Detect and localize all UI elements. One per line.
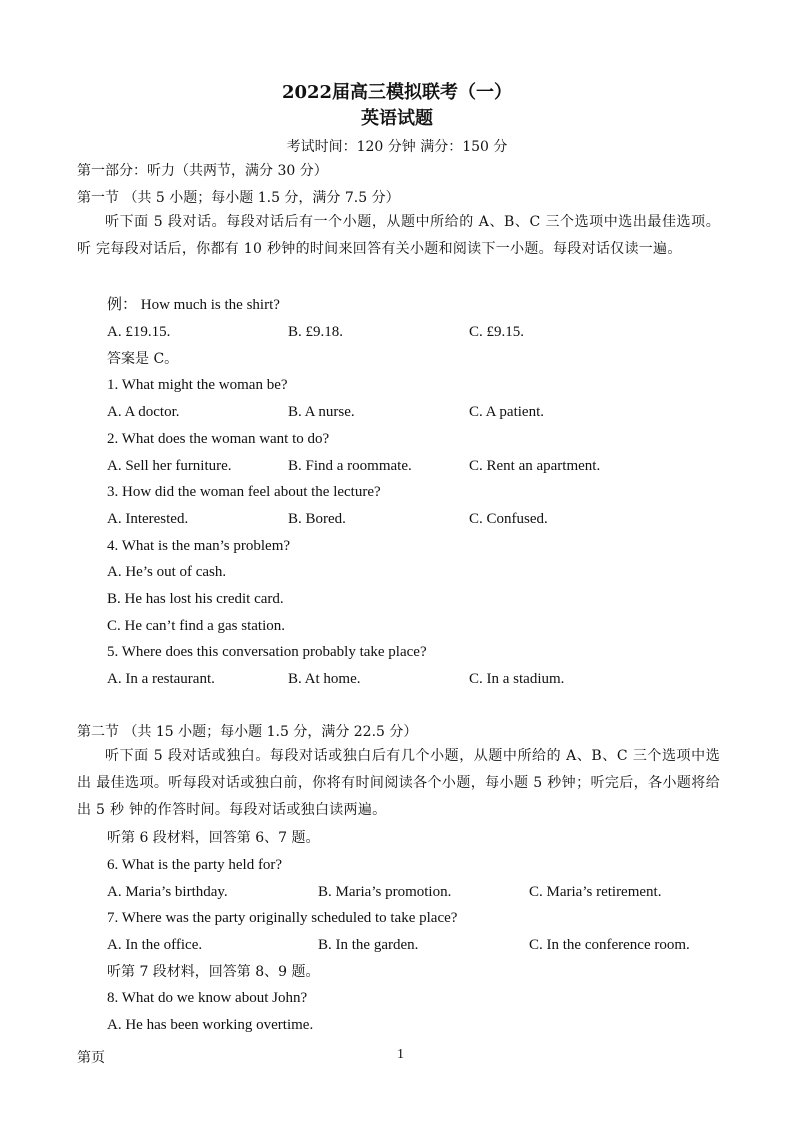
- question-4-option-b: B. He has lost his credit card.: [107, 591, 284, 607]
- option-a: A. Sell her furniture.: [107, 458, 232, 474]
- option-c: C. Rent an apartment.: [469, 458, 601, 474]
- option-b: B. Maria’s promotion.: [318, 884, 452, 900]
- question-4-option-a: A. He’s out of cash.: [107, 564, 227, 580]
- section2-instructions: 听下面 5 段对话或独白。每段对话或独白后有几个小题，从题中所给的 A、B、C 三个选项中选出 最佳选项。听每段对话或独白前，你将有时间阅读各个小题，每小题 5 秒钟；听完后，各小题将给出 5 秒 钟的作答时间。每段对话或独白读两遍。: [77, 748, 720, 818]
- question-7: 7. Where was the party originally scheduled to take place?: [107, 910, 458, 926]
- footer-page-label: 第页: [77, 1050, 105, 1066]
- option-c: C. In a stadium.: [469, 671, 565, 687]
- material-7-note: 听第 7 段材料，回答第 8、9 题。: [107, 964, 320, 980]
- question-8: 8. What do we know about John?: [107, 990, 308, 1006]
- section1-heading: 第一节 （共 5 小题；每小题 1.5 分，满分 7.5 分）: [77, 190, 400, 206]
- question-5: 5. Where does this conversation probably take place?: [107, 644, 427, 660]
- example-answer: 答案是 C。: [107, 351, 179, 367]
- section2-heading: 第二节 （共 15 小题；每小题 1.5 分，满分 22.5 分）: [77, 724, 418, 740]
- option-a: A. A doctor.: [107, 404, 180, 420]
- option-b: B. At home.: [288, 671, 361, 687]
- question-4: 4. What is the man’s problem?: [107, 538, 291, 554]
- question-4-option-c: C. He can’t find a gas station.: [107, 618, 286, 634]
- question-8-option-a: A. He has been working overtime.: [107, 1017, 314, 1033]
- option-b: B. Find a roommate.: [288, 458, 412, 474]
- option-a: A. Maria’s birthday.: [107, 884, 228, 900]
- option-c: C. A patient.: [469, 404, 544, 420]
- example-option-c: C. £9.15.: [469, 324, 525, 340]
- section1-instructions: 听下面 5 段对话。每段对话后有一个小题，从题中所给的 A、B、C 三个选项中选出最佳选项。听 完每段对话后，你都有 10 秒钟的时间来回答有关小题和阅读下一小题。每段对话仅读一遍。: [77, 214, 720, 257]
- example-option-a: A. £19.15.: [107, 324, 171, 340]
- option-c: C. Maria’s retirement.: [529, 884, 662, 900]
- option-a: A. Interested.: [107, 511, 189, 527]
- example-question: 例： How much is the shirt?: [107, 297, 280, 313]
- footer-page-number: 1: [397, 1047, 404, 1062]
- option-b: B. A nurse.: [288, 404, 355, 420]
- option-c: C. Confused.: [469, 511, 548, 527]
- material-6-note: 听第 6 段材料，回答第 6、7 题。: [107, 830, 320, 846]
- exam-title: 2022届高三模拟联考（一）: [281, 82, 513, 103]
- option-c: C. In the conference room.: [529, 937, 690, 953]
- option-a: A. In a restaurant.: [107, 671, 215, 687]
- question-1: 1. What might the woman be?: [107, 377, 288, 393]
- example-option-b: B. £9.18.: [288, 324, 344, 340]
- question-2: 2. What does the woman want to do?: [107, 431, 330, 447]
- option-b: B. Bored.: [288, 511, 346, 527]
- option-a: A. In the office.: [107, 937, 203, 953]
- part1-heading: 第一部分：听力（共两节，满分 30 分）: [77, 163, 328, 179]
- question-6: 6. What is the party held for?: [107, 857, 283, 873]
- exam-info: 考试时间：120 分钟 满分：150 分: [286, 139, 508, 155]
- option-b: B. In the garden.: [318, 937, 419, 953]
- question-3: 3. How did the woman feel about the lecture?: [107, 484, 381, 500]
- exam-subject: 英语试题: [361, 108, 433, 129]
